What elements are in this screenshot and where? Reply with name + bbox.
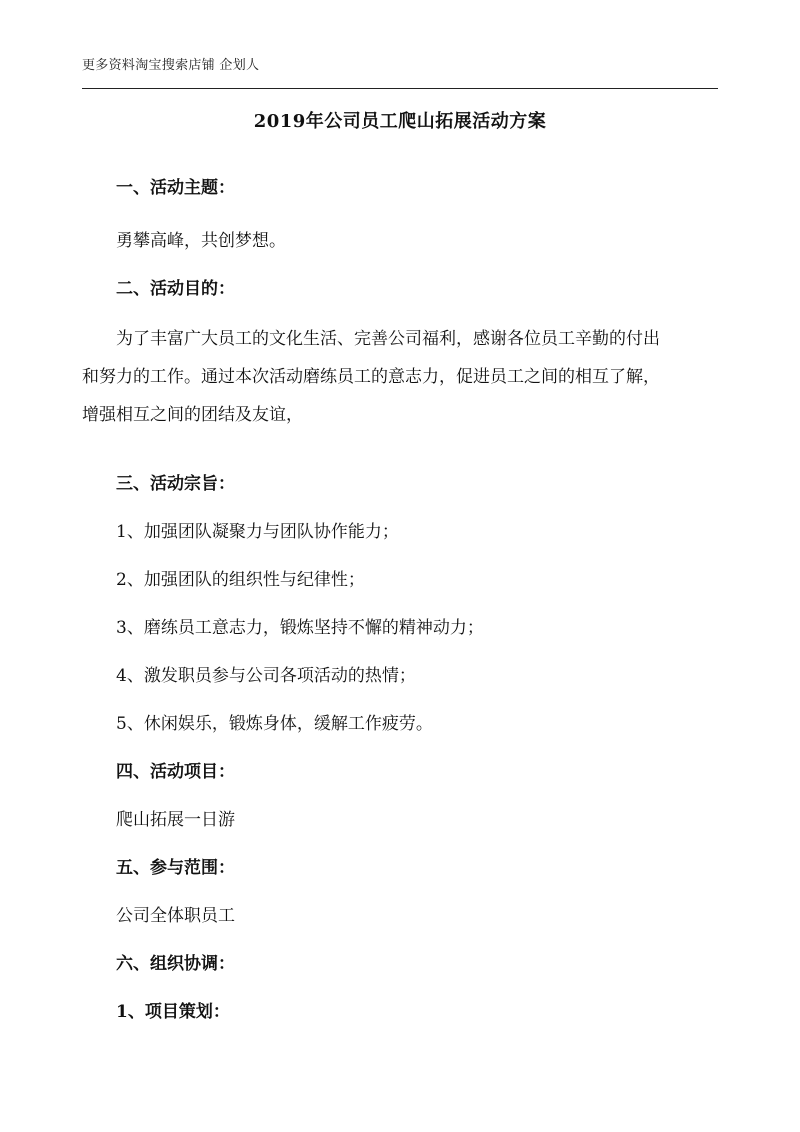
section-heading-purpose: 二、活动目的： <box>116 279 235 299</box>
purpose-line-3: 增强相互之间的团结及友谊， <box>82 405 303 425</box>
scope-text: 公司全体职员工 <box>116 906 235 926</box>
section-heading-tenet: 三、活动宗旨： <box>116 474 235 494</box>
tenet-item-3: 3、磨练员工意志力，锻炼坚持不懈的精神动力； <box>116 618 484 638</box>
header-divider <box>82 88 718 89</box>
tenet-item-1: 1、加强团队凝聚力与团队协作能力； <box>116 522 399 542</box>
purpose-line-1: 为了丰富广大员工的文化生活、完善公司福利，感谢各位员工辛勤的付出 <box>116 329 660 349</box>
header-note: 更多资料淘宝搜索店铺 企划人 <box>82 58 260 73</box>
project-text: 爬山拓展一日游 <box>116 810 235 830</box>
section-heading-organization: 六、组织协调： <box>116 954 235 974</box>
document-title: 2019年公司员工爬山拓展活动方案 <box>253 111 547 132</box>
purpose-line-2: 和努力的工作。通过本次活动磨练员工的意志力，促进员工之间的相互了解， <box>82 367 660 387</box>
section-heading-theme: 一、活动主题： <box>116 178 235 198</box>
theme-text: 勇攀高峰，共创梦想。 <box>116 231 286 251</box>
tenet-item-5: 5、休闲娱乐，锻炼身体，缓解工作疲劳。 <box>116 714 433 734</box>
section-heading-project: 四、活动项目： <box>116 762 235 782</box>
tenet-item-4: 4、激发职员参与公司各项活动的热情； <box>116 666 416 686</box>
tenet-item-2: 2、加强团队的组织性与纪律性； <box>116 570 365 590</box>
section-heading-scope: 五、参与范围： <box>116 858 235 878</box>
organization-subheading-planning: 1、项目策划： <box>116 1002 230 1022</box>
purpose-paragraph <box>82 320 718 434</box>
